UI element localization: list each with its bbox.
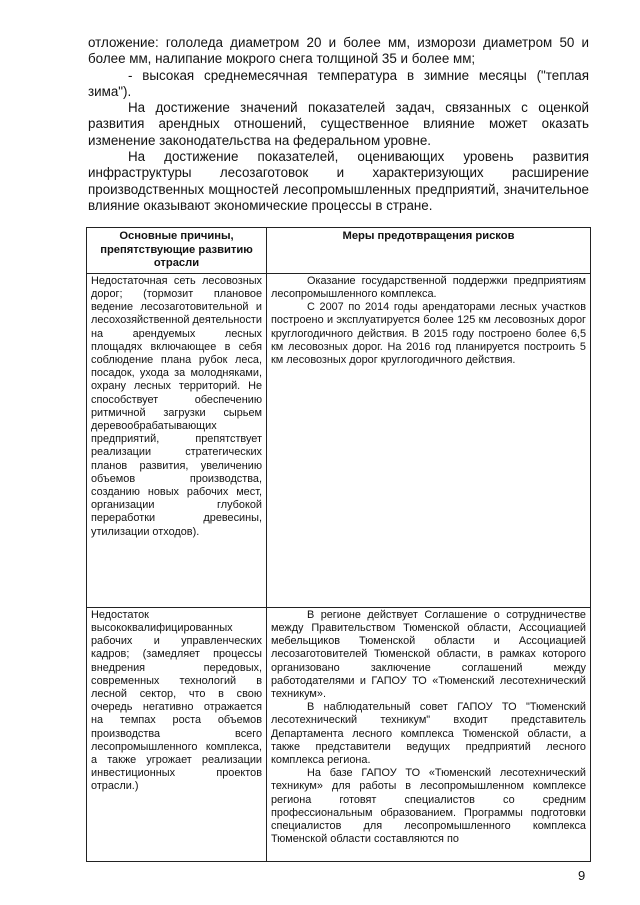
cause-cell	[87, 607, 267, 861]
intro-paragraph-4: На достижение показателей, оценивающих уровень развития инфраструктуры лесозаготовок и характеризующих расширение производственных мощностей лесопромышленных предприятий, значительное влияние оказывают экономические процессы в стране.	[88, 149, 589, 213]
intro-text	[88, 35, 589, 214]
intro-paragraph-2: - высокая среднемесячная температура в зимние месяцы ("теплая зима").	[88, 67, 589, 99]
header-measures: Меры предотвращения рисков	[267, 228, 591, 274]
measure-paragraph: В регионе действует Соглашение о сотрудничестве между Правительством Тюменской области, Ассоциацией мебельщиков Тюменской области и Ассоциацией лесозаготовителей Тюменской области, в рамках которого организовано заключение соглашений между работодателями и ГАПОУ ТО «Тюменский лесотехнический техникум».	[271, 608, 586, 700]
header-causes: Основные причины, препятствующие развитию отрасли	[87, 228, 267, 274]
intro-paragraph-1: отложение: гололеда диаметром 20 и более мм, изморози диаметром 50 и более мм, налипание мокрого снега толщиной 35 и более мм;	[88, 35, 589, 67]
table-row	[87, 273, 591, 607]
risk-table	[86, 227, 591, 862]
measure-paragraph: С 2007 по 2014 годы арендаторами лесных участков построено и эксплуатируется более 125 км лесовозных дорог круглогодичного действия. В 2015 году построено более 6,5 км лесовозных дорог. На 2016 год планируется построить 5 км лесовозных дорог круглогодичного действия.	[271, 301, 586, 366]
measures-cell	[267, 273, 591, 607]
measure-paragraph: В наблюдательный совет ГАПОУ ТО "Тюменский лесотехнический техникум" входит представитель Департамента лесного комплекса Тюменской области, а также представители ведущих предприятий лесного комплекса региона.	[271, 701, 586, 767]
cause-text: Недостаточная сеть лесовозных дорог; (тормозит плановое ведение лесозаготовительной и лесохозяйственной деятельности на арендуемых лесных площадях включающее в себя соблюдение плана рубок леса, посадок, ухода за молодняками, охрану лесных территорий. Не способствует обеспечению ритмичной загрузки сырьем деревообрабатывающих предприятий, препятствует реализации стратегических планов развития, увеличению объемов производства, созданию новых рабочих мест, организации глубокой переработки древесины, утилизации отходов).	[91, 274, 262, 538]
measures-cell	[267, 607, 591, 861]
table-header-row	[87, 228, 591, 274]
page-number: 9	[578, 868, 586, 883]
intro-paragraph-3: На достижение значений показателей задач, связанных с оценкой развития арендных отношений, существенное влияние может оказать изменение законодательства на федеральном уровне.	[88, 100, 589, 148]
cause-text: Недостаток высококвалифицированных рабочих и управленческих кадров; (замедляет процессы внедрения передовых, современных технологий в лесной сектор, что в свою очередь негативно отражается на темпах роста объемов производства всего лесопромышленного комплекса, а также угрожает реализации инвестиционных проектов отрасли.)	[91, 608, 262, 793]
measure-paragraph: Оказание государственной поддержки предприятиям лесопромышленного комплекса.	[271, 274, 586, 300]
cause-cell	[87, 273, 267, 607]
measure-paragraph: На базе ГАПОУ ТО «Тюменский лесотехнический техникум» для работы в лесопромышленном комплексе региона готовят специалистов со средним профессиональным образованием. Программы подготовки специалистов для лесопромышленного комплекса Тюменской области составляются по	[271, 767, 586, 846]
table-row	[87, 607, 591, 861]
